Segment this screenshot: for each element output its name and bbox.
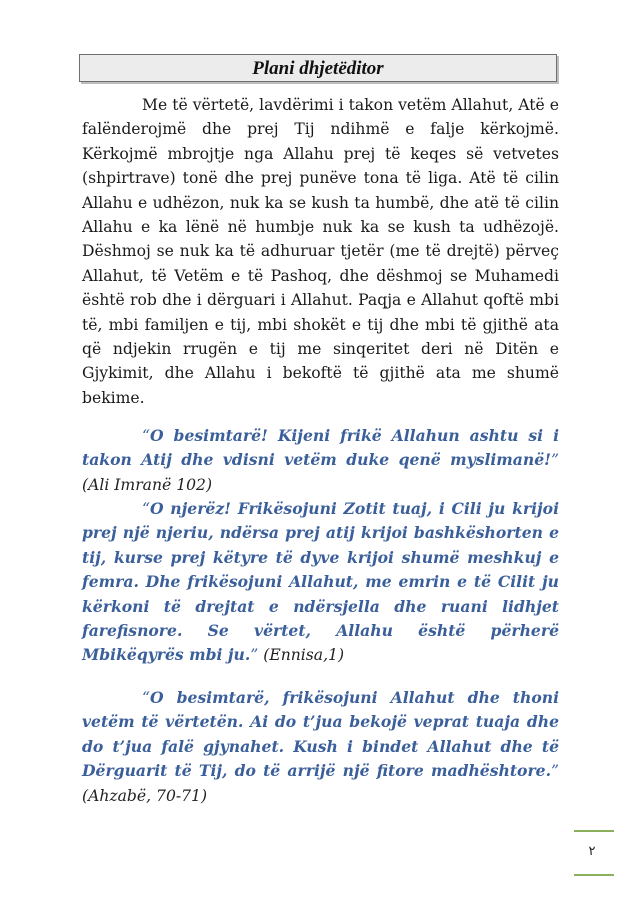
quote-2-text: “O njerëz! Frikësojuni Zotit tuaj, i Cili ju krijoi prej një njeriu, ndërsa prej atij krijoi bashkëshorten e tij, kurse prej këtyre të dyve krijoi shumë meshkuj e femra. Dhe frikësojuni Allahut, me emrin e të Cilit ju kërkoni të drejtat e ndërsjella dhe ruani lidhjet farefisnore. Se vërtet, Allahu është përherë Mbikëqyrës mbi ju.” <box>82 499 559 665</box>
page-title: Plani dhjetëditor <box>79 54 557 82</box>
quote-1-text: “O besimtarë! Kijeni frikë Allahun ashtu si i takon Atij dhe vdisni vetëm duke qenë myslimanë!” <box>82 426 559 470</box>
page-number-rule-bottom <box>574 874 614 876</box>
intro-text: Me të vërtetë, lavdërimi i takon vetëm Allahut, Atë e falënderojmë dhe prej Tij ndihmë e falje kërkojmë. Kërkojmë mbrojtje nga Allahu prej të keqes së vetvetes (shpirtrave) tonë dhe prej punëve tona të liga. Atë të cilin Allahu e udhëzon, nuk ka se kush ta humbë, dhe atë të cilin Allahu e ka lënë në humbje nuk ka se kush ta udhëzojë. Dëshmoj se nuk ka të adhuruar tjetër (me të drejtë) përveç Allahut, të Vetëm e të Pashoq, dhe dëshmoj se Muhamedi është rob dhe i dërguari i Allahut. Paqja e Allahut qoftë mbi të, mbi familjen e tij, mbi shokët e tij dhe mbi të gjithë ata që ndjekin rrugën e tij me sinqeritet deri në Ditën e Gjykimit, dhe Allahu i bekoftë të gjithë ata me shumë bekime. <box>82 96 559 407</box>
quote-3-text: “O besimtarë, frikësojuni Allahut dhe thoni vetëm të vërtetën. Ai do t’jua bekojë veprat tuaja dhe do t’jua falë gjynahet. Kush i bindet Allahut dhe të Dërguarit të Tij, do të arrijë një fitore madhështore.” <box>82 688 559 781</box>
quote-ali-imran <box>82 424 559 497</box>
quote-3-reference: (Ahzabë, 70-71) <box>82 786 208 805</box>
intro-paragraph <box>82 93 559 410</box>
quote-ahzab <box>82 686 559 808</box>
quote-1-reference: (Ali Imranë 102) <box>82 475 213 494</box>
page-number-rule-top <box>574 830 614 832</box>
quote-ennisa <box>82 497 559 668</box>
quote-2-reference: (Ennisa,1) <box>258 646 345 665</box>
page-number: ٢ <box>588 844 596 859</box>
